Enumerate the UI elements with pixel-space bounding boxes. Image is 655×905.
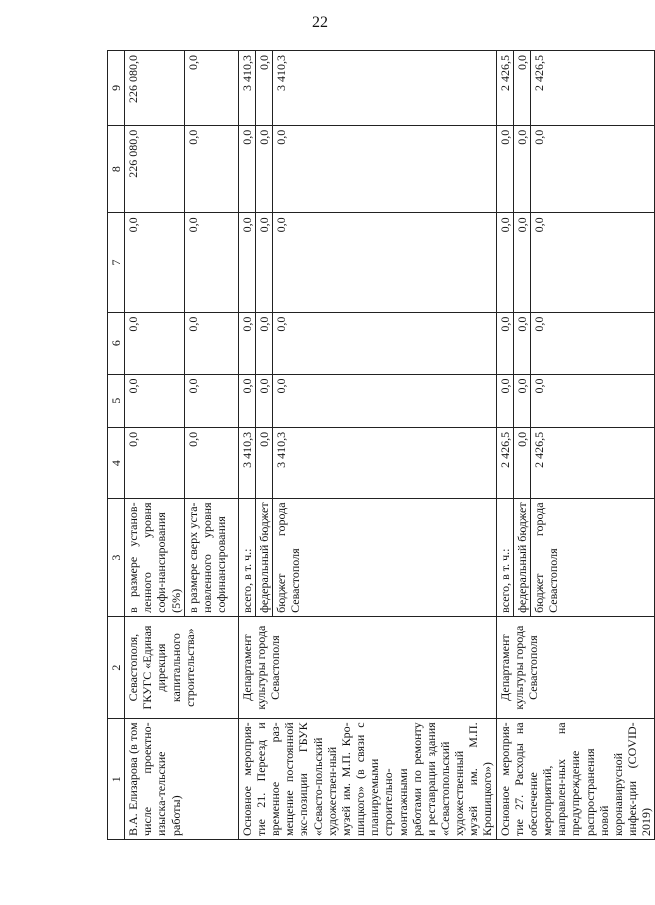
value-cell: 0,0 bbox=[513, 213, 530, 312]
value-cell: 0,0 bbox=[184, 374, 238, 427]
executor-cell: Департамент культуры города Севастополя bbox=[238, 616, 496, 718]
header-cell: 7 bbox=[108, 213, 125, 312]
table-header-row bbox=[108, 51, 125, 840]
value-cell: 2 426,5 bbox=[530, 51, 654, 126]
value-cell: 0,0 bbox=[255, 213, 272, 312]
value-cell: 0,0 bbox=[530, 312, 654, 374]
value-cell: 2 426,5 bbox=[530, 427, 654, 499]
value-cell: 226 080,0 bbox=[125, 51, 185, 126]
value-cell: 3 410,3 bbox=[273, 427, 497, 499]
value-cell: 0,0 bbox=[255, 427, 272, 499]
source-cell: федеральный бюджет bbox=[513, 499, 530, 616]
header-cell: 9 bbox=[108, 51, 125, 126]
source-cell: всего, в т. ч.: bbox=[496, 499, 513, 616]
executor-cell: Севастополя, ГКУГС «Единая дирекция капитального строительства» bbox=[125, 616, 239, 718]
value-cell: 0,0 bbox=[496, 125, 513, 213]
value-cell: 0,0 bbox=[255, 312, 272, 374]
value-cell: 0,0 bbox=[530, 125, 654, 213]
value-cell: 0,0 bbox=[530, 213, 654, 312]
value-cell: 0,0 bbox=[184, 213, 238, 312]
activity-cell: В.А. Елизарова (в том числе проектно-изыска-тельские работы) bbox=[125, 719, 239, 840]
value-cell: 0,0 bbox=[513, 312, 530, 374]
activity-cell: Основное мероприя-тие 21. Переезд и временное раз-мещение постоянной экс-позиции ГБУК «Севасто-польский художествен-ный музей им. М.П. Кро-шицкого» (в связи с планируемыми строительно-монтажными работами по ремонту и реставрации здания «Севастопольский художественный музей им. М.П. Крошицкого») bbox=[238, 719, 496, 840]
value-cell: 0,0 bbox=[513, 51, 530, 126]
budget-table-rotated bbox=[107, 50, 654, 840]
source-cell: бюджет города Севастополя bbox=[273, 499, 497, 616]
header-cell: 8 bbox=[108, 125, 125, 213]
source-cell: в размере сверх уста-новленного уровня софинансирования bbox=[184, 499, 238, 616]
value-cell: 0,0 bbox=[496, 312, 513, 374]
value-cell: 3 410,3 bbox=[238, 427, 255, 499]
source-cell: федеральный бюджет bbox=[255, 499, 272, 616]
table-row bbox=[238, 51, 255, 840]
page-number: 22 bbox=[312, 14, 328, 31]
source-cell: бюджет города Севастополя bbox=[530, 499, 654, 616]
value-cell: 0,0 bbox=[513, 427, 530, 499]
value-cell: 0,0 bbox=[125, 213, 185, 312]
header-cell: 5 bbox=[108, 374, 125, 427]
source-cell: в размере установ-ленного уровня софи-нансирования (5%) bbox=[125, 499, 185, 616]
value-cell: 0,0 bbox=[238, 213, 255, 312]
table-row bbox=[496, 51, 513, 840]
header-cell: 3 bbox=[108, 499, 125, 616]
value-cell: 0,0 bbox=[273, 374, 497, 427]
value-cell: 0,0 bbox=[273, 312, 497, 374]
value-cell: 0,0 bbox=[496, 374, 513, 427]
header-cell: 4 bbox=[108, 427, 125, 499]
header-cell: 6 bbox=[108, 312, 125, 374]
executor-cell: Департамент культуры города Севастополя bbox=[496, 616, 655, 718]
value-cell: 0,0 bbox=[513, 125, 530, 213]
header-cell: 1 bbox=[108, 719, 125, 840]
value-cell: 0,0 bbox=[238, 125, 255, 213]
value-cell: 0,0 bbox=[255, 125, 272, 213]
value-cell: 226 080,0 bbox=[125, 125, 185, 213]
value-cell: 0,0 bbox=[125, 374, 185, 427]
value-cell: 0,0 bbox=[255, 374, 272, 427]
value-cell: 2 426,5 bbox=[496, 427, 513, 499]
value-cell: 0,0 bbox=[184, 51, 238, 126]
value-cell: 0,0 bbox=[273, 125, 497, 213]
value-cell: 0,0 bbox=[513, 374, 530, 427]
value-cell: 0,0 bbox=[530, 374, 654, 427]
value-cell: 0,0 bbox=[496, 213, 513, 312]
table-row bbox=[125, 51, 185, 840]
value-cell: 0,0 bbox=[184, 125, 238, 213]
value-cell: 0,0 bbox=[255, 51, 272, 126]
value-cell: 0,0 bbox=[238, 374, 255, 427]
value-cell: 0,0 bbox=[273, 213, 497, 312]
header-cell: 2 bbox=[108, 616, 125, 718]
value-cell: 3 410,3 bbox=[238, 51, 255, 126]
budget-table bbox=[107, 50, 655, 840]
value-cell: 0,0 bbox=[238, 312, 255, 374]
value-cell: 0,0 bbox=[125, 312, 185, 374]
value-cell: 0,0 bbox=[184, 427, 238, 499]
value-cell: 2 426,5 bbox=[496, 51, 513, 126]
value-cell: 0,0 bbox=[184, 312, 238, 374]
value-cell: 0,0 bbox=[125, 427, 185, 499]
source-cell: всего, в т. ч.: bbox=[238, 499, 255, 616]
value-cell: 3 410,3 bbox=[273, 51, 497, 126]
activity-cell: Основное мероприя-тие 27. Расходы на обеспечение мероприятий, направлен-ных на предупреждение распространения новой коронавирусной инфек-ции (COVID-2019) bbox=[496, 719, 655, 840]
